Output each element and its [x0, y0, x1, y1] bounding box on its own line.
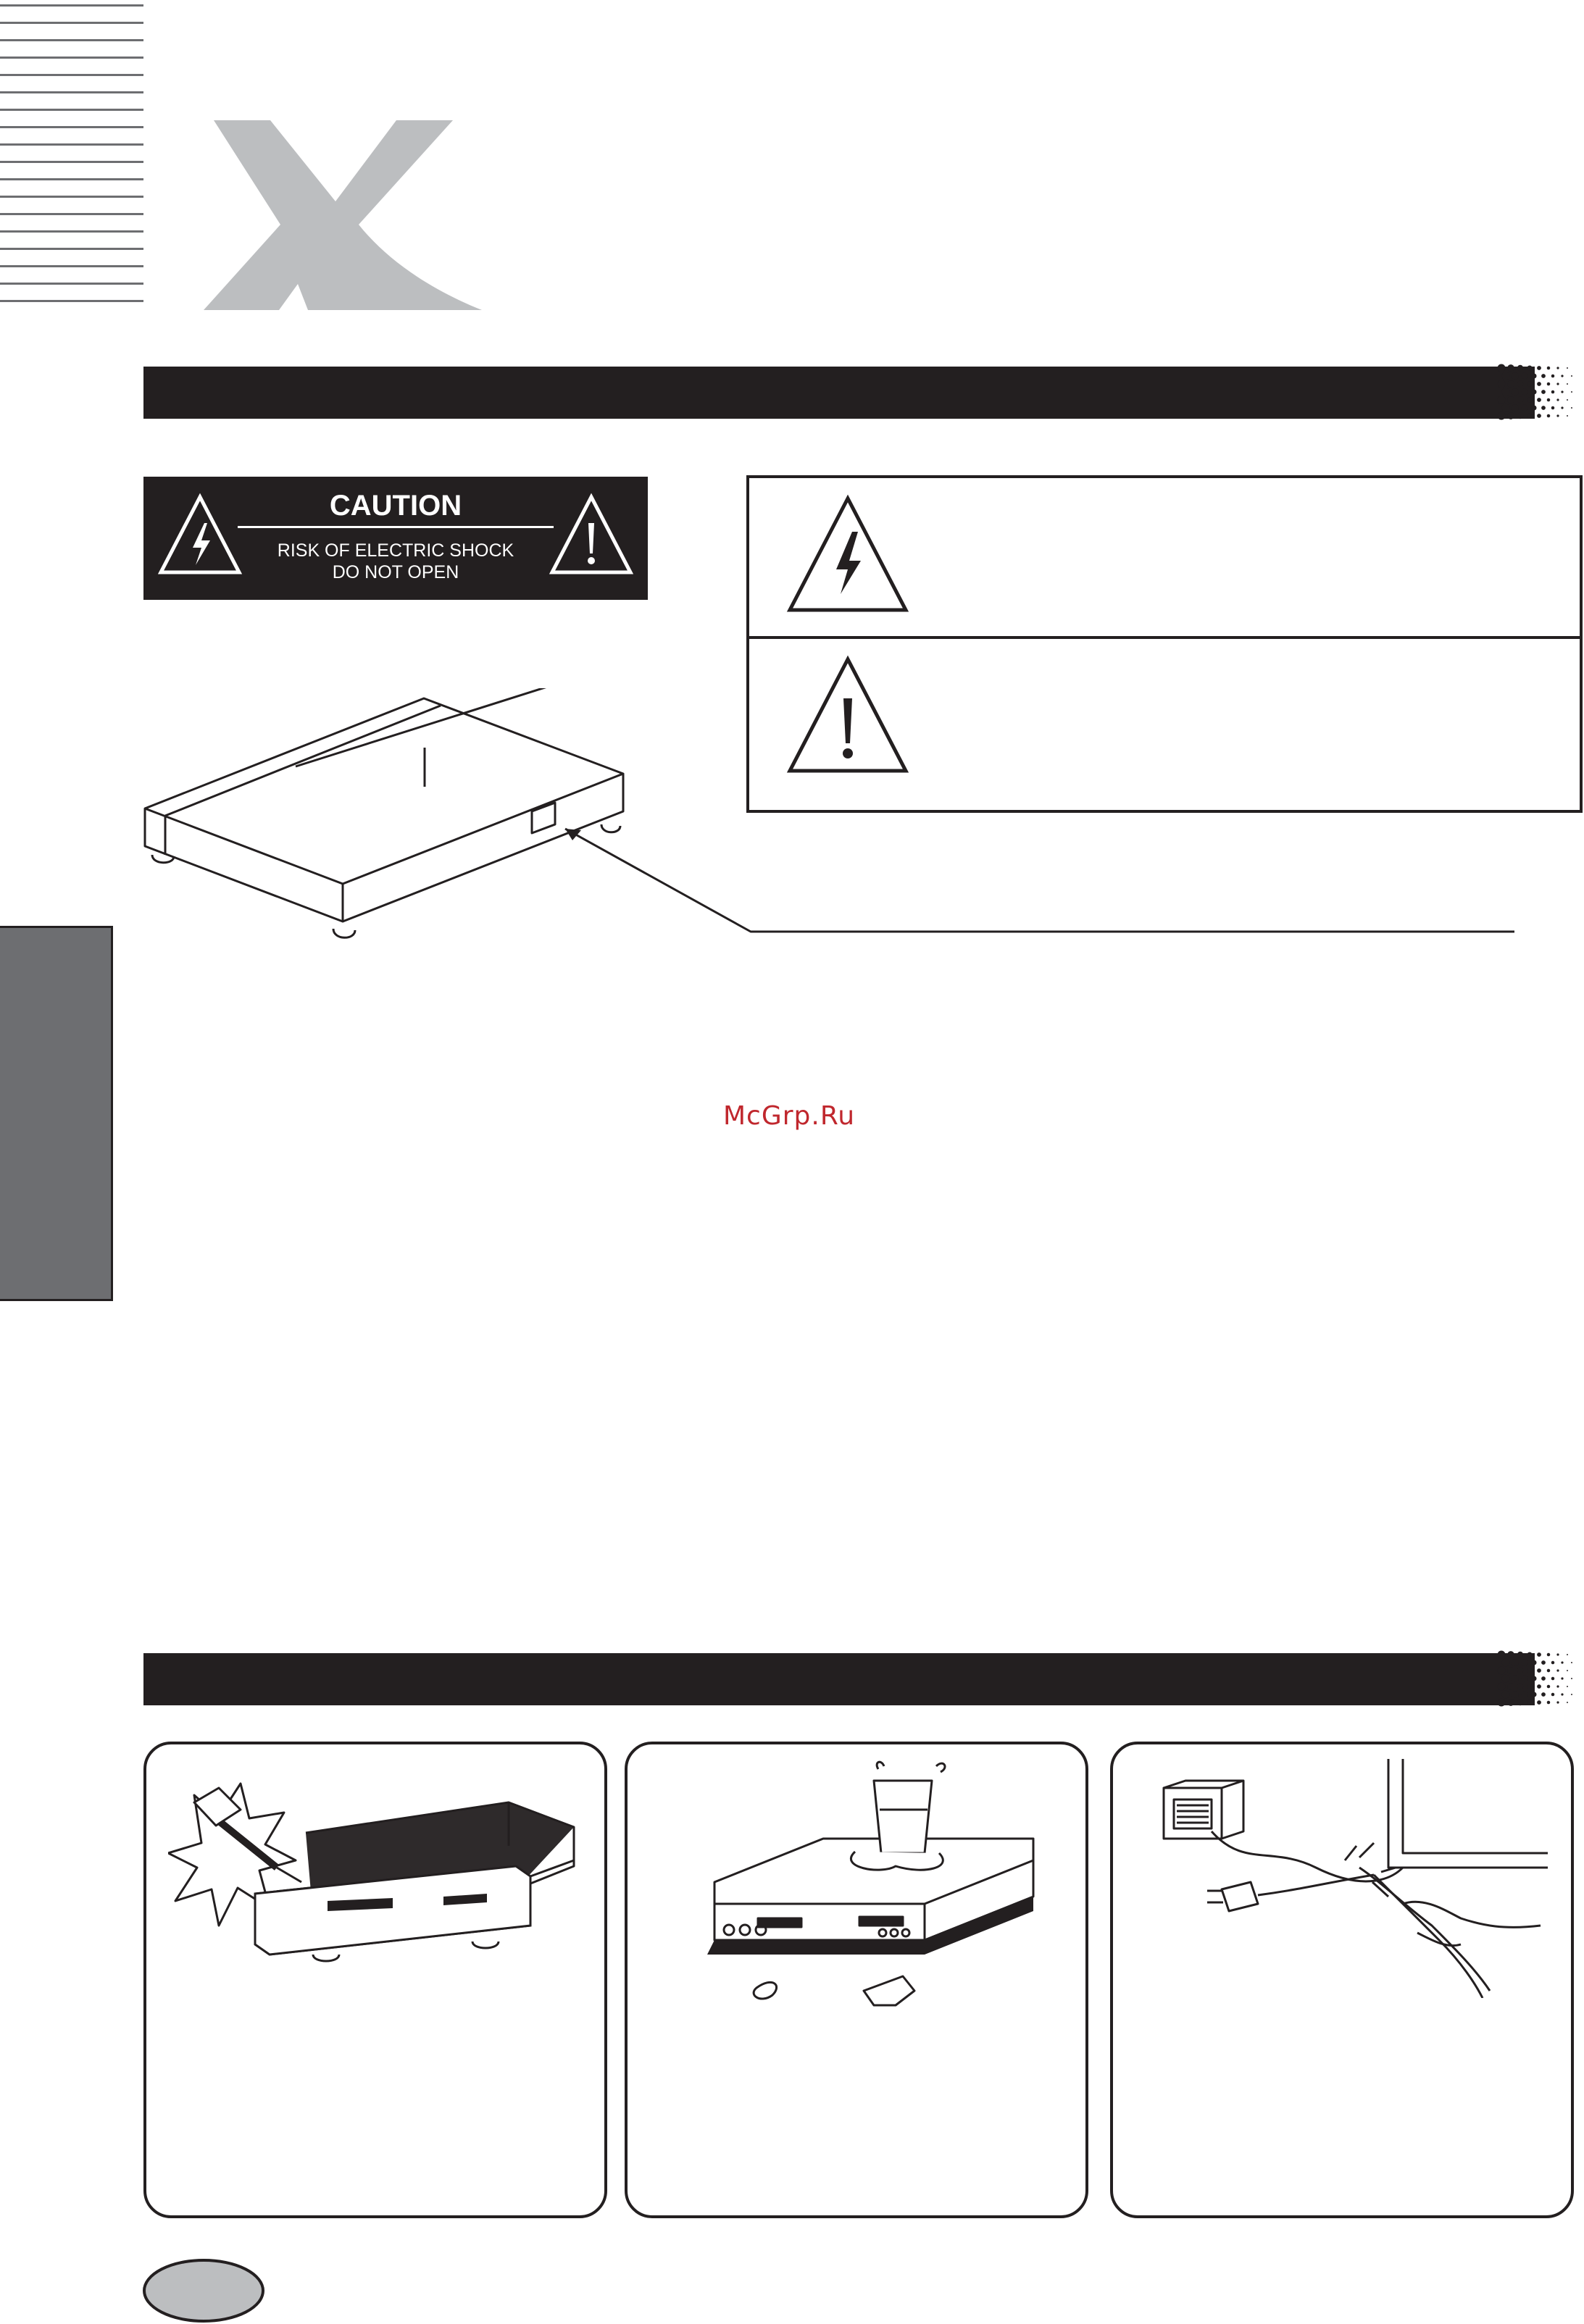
- halftone-dot: [1551, 406, 1555, 410]
- panel-no-liquids: [625, 1742, 1088, 2218]
- halftone-dot: [1561, 1661, 1563, 1663]
- panel-protect-power-cord: [1110, 1742, 1574, 2218]
- halftone-dot: [1507, 1699, 1514, 1706]
- halftone-dot: [1522, 405, 1527, 411]
- halftone-dot: [1567, 1702, 1568, 1703]
- halftone-dot: [1507, 1667, 1514, 1674]
- header-stripe: [0, 91, 143, 93]
- halftone-dot: [1571, 391, 1572, 393]
- halftone-dot: [1522, 1660, 1527, 1665]
- page-number-oval: [142, 2257, 265, 2324]
- header-stripe: [0, 161, 143, 163]
- halftone-dot: [1571, 1662, 1572, 1663]
- halftone-dot: [1517, 1652, 1523, 1658]
- halftone-dot: [1531, 1660, 1536, 1665]
- water-glass-icon: [664, 1759, 1070, 2020]
- halftone-dot: [1507, 380, 1514, 388]
- halftone-dot: [1567, 1686, 1568, 1687]
- caution-divider-line: [238, 526, 554, 528]
- header-stripe: [0, 109, 143, 111]
- halftone-dot: [1541, 390, 1546, 394]
- halftone-dot: [1517, 381, 1523, 387]
- halftone-dot: [1556, 1653, 1559, 1655]
- halftone-dot: [1502, 1675, 1510, 1683]
- halftone-dot: [1527, 365, 1532, 370]
- halftone-dot: [1531, 1676, 1536, 1681]
- halftone-dot: [1571, 1694, 1572, 1695]
- halftone-dot: [1498, 1699, 1506, 1707]
- screwdriver-icon: [168, 1773, 588, 1991]
- halftone-dot: [1512, 404, 1519, 411]
- halftone-dot: [1567, 383, 1568, 385]
- halftone-dot: [1507, 1683, 1514, 1690]
- halftone-dot: [1507, 412, 1514, 419]
- halftone-dot: [1527, 397, 1532, 402]
- halftone-dot: [1556, 398, 1559, 401]
- header-stripe: [0, 248, 143, 250]
- halftone-dot: [1537, 1652, 1541, 1657]
- halftone-dot: [1527, 1684, 1532, 1689]
- halftone-dot: [1561, 1677, 1563, 1679]
- halftone-dot: [1531, 373, 1536, 378]
- halftone-dot: [1567, 1670, 1568, 1671]
- halftone-dots-1: [1496, 362, 1575, 420]
- halftone-dot: [1502, 1659, 1510, 1667]
- header-stripe: [0, 300, 143, 302]
- header-stripes: [0, 0, 143, 319]
- halftone-dot: [1556, 414, 1559, 417]
- halftone-dot: [1531, 1692, 1536, 1697]
- halftone-dot: [1567, 1654, 1568, 1655]
- caution-line-1: RISK OF ELECTRIC SHOCK: [277, 540, 514, 561]
- warning-box-divider: [749, 636, 1580, 639]
- dvd-player-top-view: [138, 688, 1536, 956]
- lightning-triangle-icon: [785, 493, 910, 614]
- halftone-dot: [1507, 396, 1514, 404]
- caution-line-2: DO NOT OPEN: [332, 562, 459, 582]
- halftone-dot: [1537, 398, 1541, 402]
- halftone-dot: [1541, 1692, 1546, 1697]
- halftone-dot: [1547, 1701, 1551, 1705]
- halftone-dot: [1547, 1653, 1551, 1657]
- halftone-dot: [1531, 405, 1536, 410]
- power-plug-icon: [1142, 1759, 1548, 1998]
- halftone-dot: [1512, 1675, 1519, 1682]
- halftone-dot: [1522, 1676, 1527, 1681]
- halftone-dots-2: [1496, 1649, 1575, 1707]
- halftone-dot: [1507, 364, 1514, 372]
- halftone-dot: [1517, 1684, 1523, 1689]
- halftone-dot: [1527, 1700, 1532, 1705]
- halftone-dot: [1541, 1676, 1546, 1681]
- section-header-bar-1: [143, 367, 1535, 419]
- halftone-dot: [1522, 373, 1527, 379]
- halftone-dot: [1517, 365, 1523, 371]
- halftone-dot: [1502, 404, 1510, 412]
- header-stripe: [0, 265, 143, 267]
- halftone-dot: [1517, 397, 1523, 403]
- halftone-dot: [1567, 367, 1568, 369]
- halftone-dot: [1512, 388, 1519, 396]
- halftone-dot: [1512, 1691, 1519, 1698]
- caution-title: CAUTION: [329, 490, 462, 522]
- halftone-dot: [1537, 1684, 1541, 1689]
- header-stripe: [0, 196, 143, 198]
- halftone-dot: [1571, 407, 1572, 409]
- halftone-dot: [1556, 1685, 1559, 1687]
- halftone-dot: [1556, 1669, 1559, 1671]
- halftone-dot: [1498, 380, 1506, 388]
- halftone-dot: [1522, 1692, 1527, 1697]
- halftone-dot: [1556, 383, 1559, 385]
- halftone-dot: [1551, 1693, 1555, 1697]
- halftone-dot: [1537, 414, 1541, 418]
- halftone-dot: [1527, 381, 1532, 386]
- halftone-dot: [1498, 1667, 1506, 1675]
- halftone-dot: [1527, 413, 1532, 418]
- header-stripe: [0, 74, 143, 76]
- halftone-dot: [1502, 1691, 1510, 1699]
- halftone-dot: [1527, 1668, 1532, 1673]
- xoro-x-logo: [199, 116, 489, 319]
- halftone-dot: [1561, 406, 1563, 409]
- halftone-dot: [1522, 389, 1527, 395]
- watermark-text: McGrp.Ru: [723, 1101, 856, 1131]
- halftone-dot: [1551, 1677, 1555, 1681]
- halftone-dot: [1537, 366, 1541, 370]
- halftone-dot: [1517, 1700, 1523, 1705]
- halftone-dot: [1517, 1668, 1523, 1673]
- halftone-dot: [1567, 415, 1568, 417]
- halftone-dot: [1571, 375, 1572, 377]
- halftone-dot: [1561, 390, 1563, 393]
- halftone-dot: [1547, 414, 1551, 418]
- caution-label: [143, 477, 648, 600]
- halftone-dot: [1531, 389, 1536, 394]
- halftone-dot: [1567, 399, 1568, 401]
- halftone-dot: [1517, 413, 1523, 419]
- halftone-dot: [1502, 388, 1510, 396]
- side-chapter-tab: [0, 926, 113, 1301]
- halftone-dot: [1537, 1668, 1541, 1673]
- halftone-dot: [1547, 367, 1551, 370]
- halftone-dot: [1498, 364, 1506, 372]
- halftone-dot: [1512, 1659, 1519, 1666]
- halftone-dot: [1556, 367, 1559, 369]
- halftone-dot: [1551, 390, 1555, 394]
- halftone-dot: [1498, 1683, 1506, 1691]
- halftone-dot: [1512, 372, 1519, 380]
- halftone-dot: [1507, 1651, 1514, 1658]
- header-stripe: [0, 178, 143, 180]
- halftone-dot: [1561, 375, 1563, 377]
- halftone-dot: [1541, 406, 1546, 410]
- section-header-bar-2: [143, 1653, 1535, 1705]
- halftone-dot: [1537, 1700, 1541, 1705]
- halftone-dot: [1537, 382, 1541, 386]
- header-stripe: [0, 230, 143, 233]
- halftone-dot: [1541, 374, 1546, 378]
- halftone-dot: [1556, 1701, 1559, 1703]
- header-stripe: [0, 57, 143, 59]
- halftone-dot: [1547, 398, 1551, 402]
- header-stripe: [0, 126, 143, 128]
- header-stripe: [0, 4, 143, 7]
- halftone-dot: [1502, 372, 1510, 380]
- halftone-dot: [1561, 1693, 1563, 1695]
- halftone-dot: [1541, 1660, 1546, 1665]
- halftone-dot: [1551, 1661, 1555, 1665]
- halftone-dot: [1571, 1678, 1572, 1679]
- halftone-dot: [1498, 412, 1506, 420]
- halftone-dot: [1498, 396, 1506, 404]
- header-stripe: [0, 39, 143, 41]
- panel-do-not-open-case: [143, 1742, 607, 2218]
- exclamation-triangle-icon: [549, 493, 633, 577]
- halftone-dot: [1551, 375, 1555, 378]
- header-stripe: [0, 283, 143, 285]
- header-stripe: [0, 213, 143, 215]
- halftone-dot: [1547, 1685, 1551, 1689]
- halftone-dot: [1498, 1651, 1506, 1659]
- header-stripe: [0, 143, 143, 146]
- halftone-dot: [1547, 383, 1551, 386]
- halftone-dot: [1547, 1669, 1551, 1673]
- halftone-dot: [1527, 1652, 1532, 1657]
- header-stripe: [0, 22, 143, 24]
